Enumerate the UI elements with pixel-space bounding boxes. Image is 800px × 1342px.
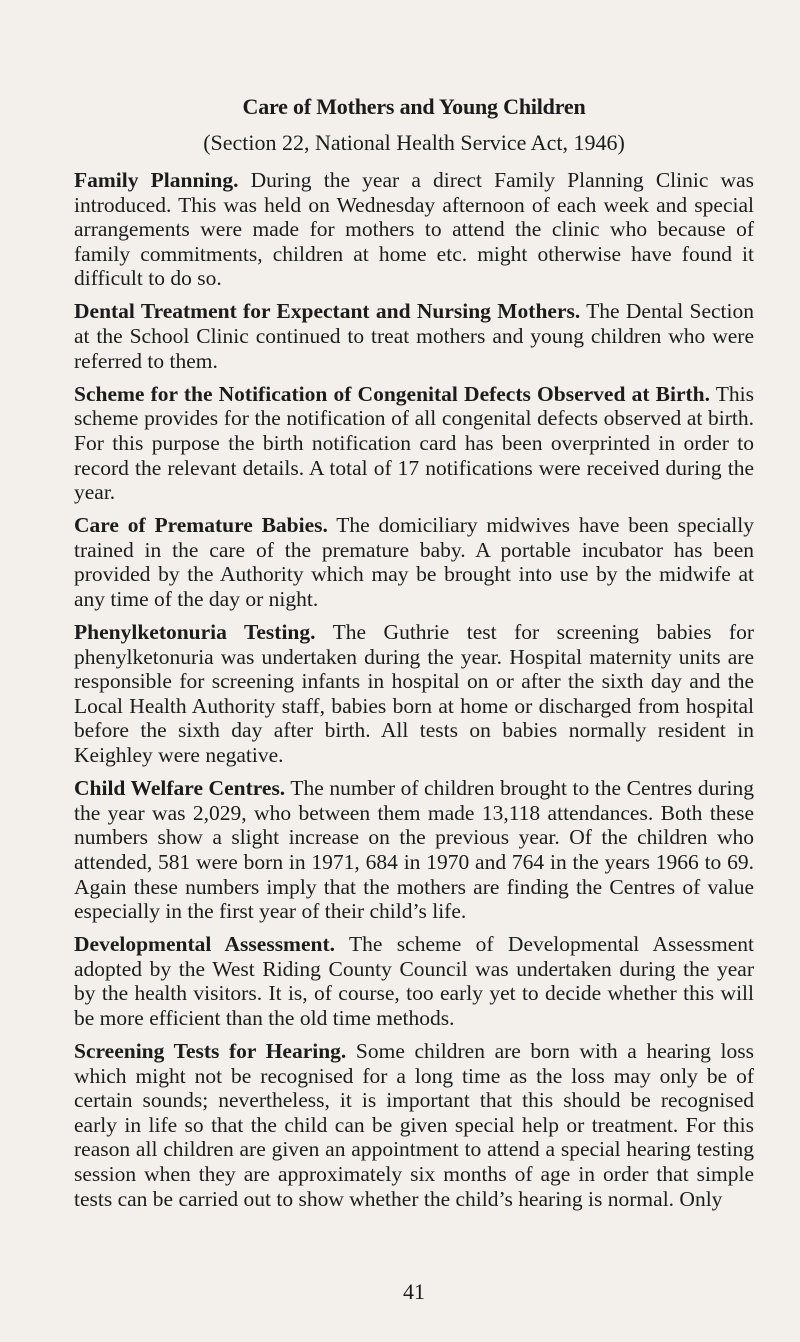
paragraph-phenylketonuria [74, 620, 754, 768]
section-heading: Family Planning. [74, 168, 239, 192]
section-heading: Scheme for the Notification of Congenital Defects Observed at Birth. [74, 381, 710, 406]
body-text [74, 168, 754, 1220]
section-heading: Developmental Assessment. [74, 932, 336, 957]
section-heading: Dental Treatment for Expectant and Nursing Mothers. [74, 299, 581, 324]
paragraph-developmental-assessment [74, 932, 754, 1030]
section-text: The domiciliary midwives have been specially trained in the care of the premature baby. A portable incubator has been provided by the Authority which may be brought into use by the midwife at any time of the day or night. [74, 513, 755, 611]
section-text: The number of children brought to the Centres during the year was 2,029, who between them made 13,118 attendances. Both these numbers show a slight increase on the previous year. Of the children who attended, 581 were born in 1971, 684 in 1970 and 764 in the years 1966 to 69. Again these numbers imply that the mothers are finding the Centres of value especially in the first year of their child’s life. [74, 776, 754, 924]
paragraph-family-planning [74, 168, 754, 291]
section-text: The scheme of Developmental Assessment adopted by the West Riding County Council was undertaken during the year by the health visitors. It is, of course, too early yet to decide whether this will be more efficient than the old time methods. [74, 932, 754, 1030]
section-heading: Screening Tests for Hearing. [74, 1039, 347, 1064]
section-heading: Child Welfare Centres. [74, 776, 286, 801]
section-text: During the year a direct Family Planning Clinic was introduced. This was held on Wednesday afternoon of each week and special arrangements were made for mothers to attend the clinic who because of family commitments, children at home etc. might otherwise have found it difficult to do so. [74, 168, 754, 291]
paragraph-congenital-defects [74, 382, 754, 505]
page-title: Care of Mothers and Young Children [242, 94, 586, 119]
section-text: This scheme provides for the notification of all congenital defects observed at birth. For this purpose the birth notification card has been overprinted in order to record the relevant details. A total of 17 notifications were received during the year. [74, 381, 754, 505]
section-text: Some children are born with a hearing loss which might not be recognised for a long time as the loss may only be of certain sounds; nevertheless, it is important that this should be recognised early in life so that the child can be given special help or treatment. For this reason all children are given an appointment to attend a special hearing testing session when they are approximately six months of age in order that simple tests can be carried out to show whether the child’s hearing is normal. Only [74, 1039, 754, 1211]
section-text: The Guthrie test for screening babies for phenylketonuria was undertaken during the year. Hospital maternity units are responsible for screening infants in hospital on or after the sixth day and the Local Health Authority staff, babies born at home or discharged from hospital before the sixth day after birth. All tests on babies normally resident in Keighley were negative. [74, 620, 755, 768]
paragraph-child-welfare [74, 776, 754, 924]
page-subtitle: (Section 22, National Health Service Act, 1946) [203, 130, 625, 155]
section-heading: Phenylketonuria Testing. [74, 620, 316, 645]
section-text: The Dental Section at the School Clinic continued to treat mothers and young children who were referred to them. [74, 299, 754, 373]
section-heading: Care of Premature Babies. [74, 513, 328, 538]
page-number: 41 [403, 1279, 425, 1304]
paragraph-premature-babies [74, 513, 754, 611]
paragraph-hearing-tests [74, 1039, 754, 1211]
paragraph-dental-treatment [74, 299, 754, 373]
